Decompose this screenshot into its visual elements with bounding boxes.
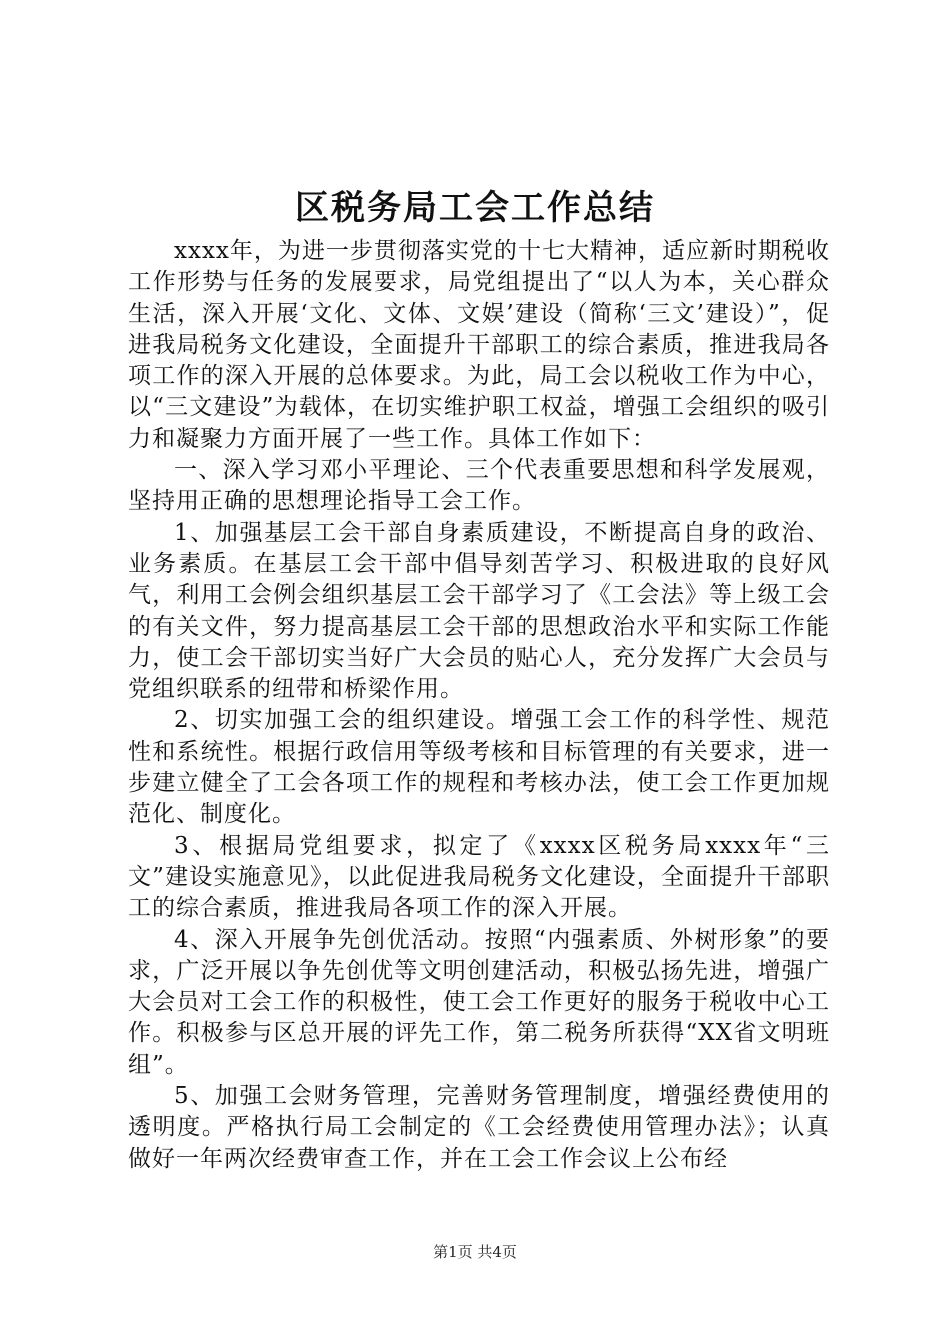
- paragraph-section-1: 一、深入学习邓小平理论、三个代表重要思想和科学发展观，坚持用正确的思想理论指导工会工作。: [128, 457, 830, 515]
- document-body: [128, 236, 830, 1175]
- paragraph-item-4: 4、深入开展争先创优活动。按照“内强素质、外树形象”的要求，广泛开展以争先创优等文明创建活动，积极弘扬先进，增强广大会员对工会工作的积极性，使工会工作更好的服务于税收中心工作。积极参与区总开展的评先工作，第二税务所获得“XX省文明班组”。: [128, 926, 830, 1078]
- paragraph-item-5: 5、加强工会财务管理，完善财务管理制度，增强经费使用的透明度。严格执行局工会制定的《工会经费使用管理办法》；认真做好一年两次经费审查工作，并在工会工作会议上公布经: [128, 1083, 830, 1172]
- paragraph-intro: xxxx年，为进一步贯彻落实党的十七大精神，适应新时期税收工作形势与任务的发展要求，局党组提出了“以人为本，关心群众生活，深入开展‘文化、文体、文娱’建设（简称‘三文’建设）”，促进我局税务文化建设，全面提升干部职工的综合素质，推进我局各项工作的深入开展的总体要求。为此，局工会以税收工作为中心，以“三文建设”为载体，在切实维护职工权益，增强工会组织的吸引力和凝聚力方面开展了一些工作。具体工作如下：: [128, 238, 830, 452]
- paragraph-item-3: 3、根据局党组要求，拟定了《xxxx区税务局xxxx年“三文”建设实施意见》，以此促进我局税务文化建设，全面提升干部职工的综合素质，推进我局各项工作的深入开展。: [128, 832, 830, 922]
- paragraph-item-2: 2、切实加强工会的组织建设。增强工会工作的科学性、规范性和系统性。根据行政信用等级考核和目标管理的有关要求，进一步建立健全了工会各项工作的规程和考核办法，使工会工作更加规范化、制度化。: [128, 707, 830, 828]
- document-title: 区税务局工会工作总结: [295, 188, 655, 228]
- page-number-footer: 第1页 共4页: [433, 1243, 517, 1261]
- paragraph-item-1: 1、加强基层工会干部自身素质建设，不断提高自身的政治、业务素质。在基层工会干部中倡导刻苦学习、积极进取的良好风气，利用工会例会组织基层工会干部学习了《工会法》等上级工会的有关文件，努力提高基层工会干部的思想政治水平和实际工作能力，使工会干部切实当好广大会员的贴心人，充分发挥广大会员与党组织联系的纽带和桥梁作用。: [128, 519, 830, 703]
